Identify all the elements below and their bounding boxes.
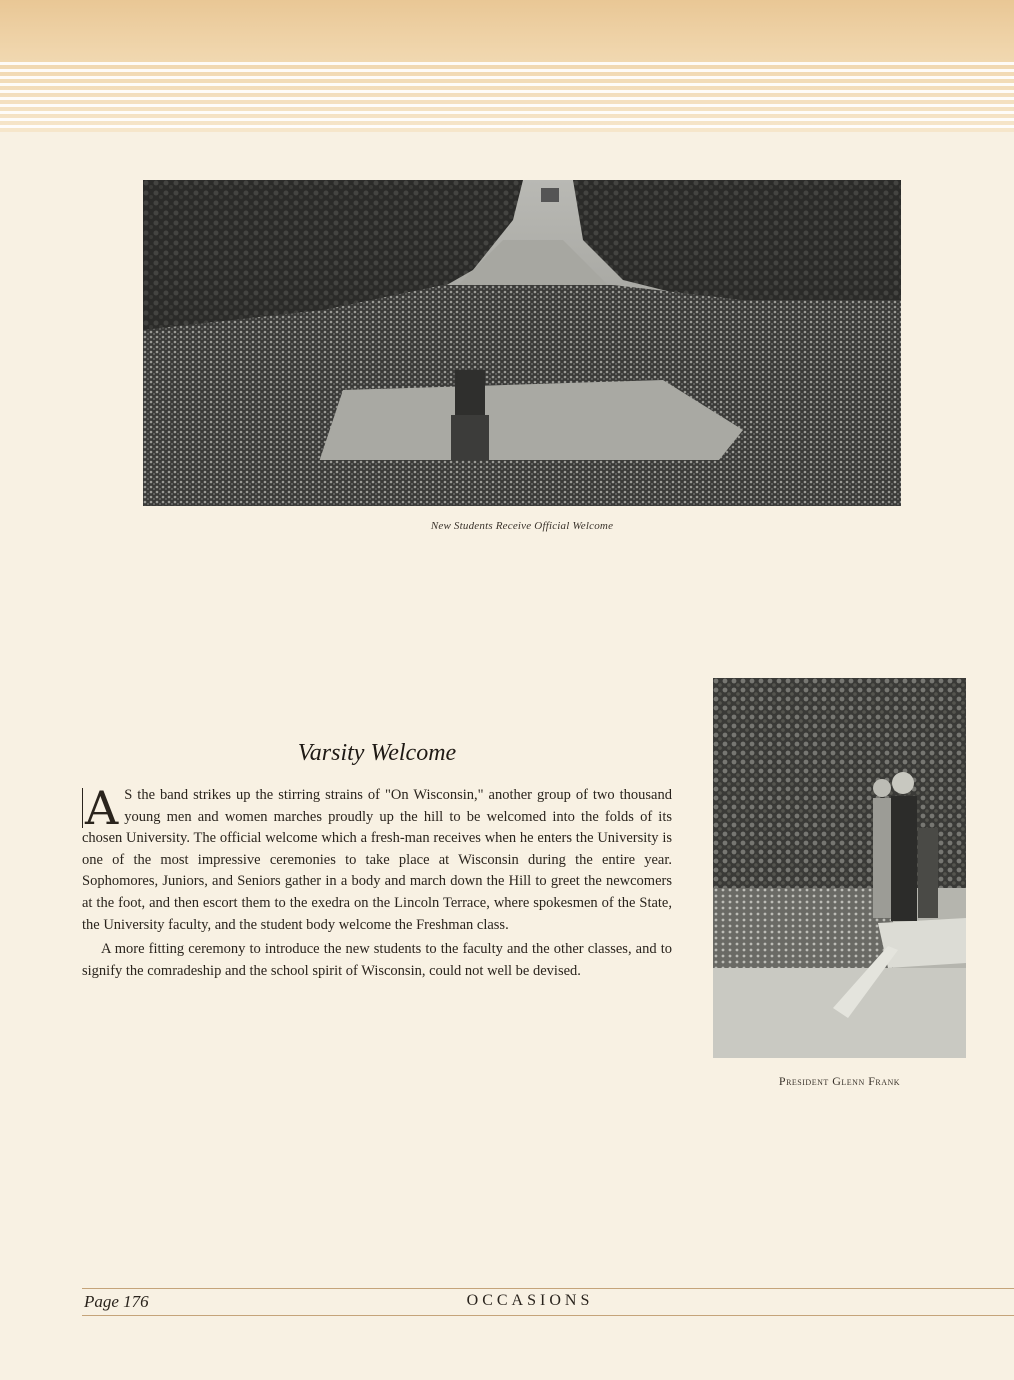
section-title: OCCASIONS	[466, 1292, 594, 1309]
president-photo-caption: President Glenn Frank	[778, 1074, 901, 1088]
header-stripes	[0, 58, 1014, 130]
article-paragraph-1-text: S the band strikes up the stirring strains of "On Wisconsin," another group of two thousand young men and women marches proudly up the hill to be welcomed into the folds of its chosen University. The official welcome which a fresh-man receives when he enters the University is one of the most impressive ceremonies to take place at Wisconsin during the entire year. Sophomores, Juniors, and Seniors gather in a body and march down the Hill to greet the newcomers at the foot, and then escort them to the exedra on the Lincoln Terrace, where spokesmen of the State, the University faculty, and the student body welcome the Freshman class.	[82, 787, 672, 933]
decorative-header-band	[0, 0, 1014, 132]
crowd-photo	[143, 180, 901, 506]
president-photo	[713, 678, 966, 1058]
crowd-photo-caption: New Students Receive Official Welcome	[430, 520, 614, 532]
article-body	[82, 781, 672, 985]
article-paragraph-2: A more fitting ceremony to introduce the new students to the faculty and the other classes, and to signify the comradeship and the school spirit of Wisconsin, could not well be devised.	[82, 941, 672, 979]
article-title: Varsity Welcome	[297, 740, 457, 766]
page-number: Page 176	[84, 1292, 149, 1311]
drop-cap: A	[82, 788, 118, 828]
article-paragraph-1	[82, 781, 672, 936]
